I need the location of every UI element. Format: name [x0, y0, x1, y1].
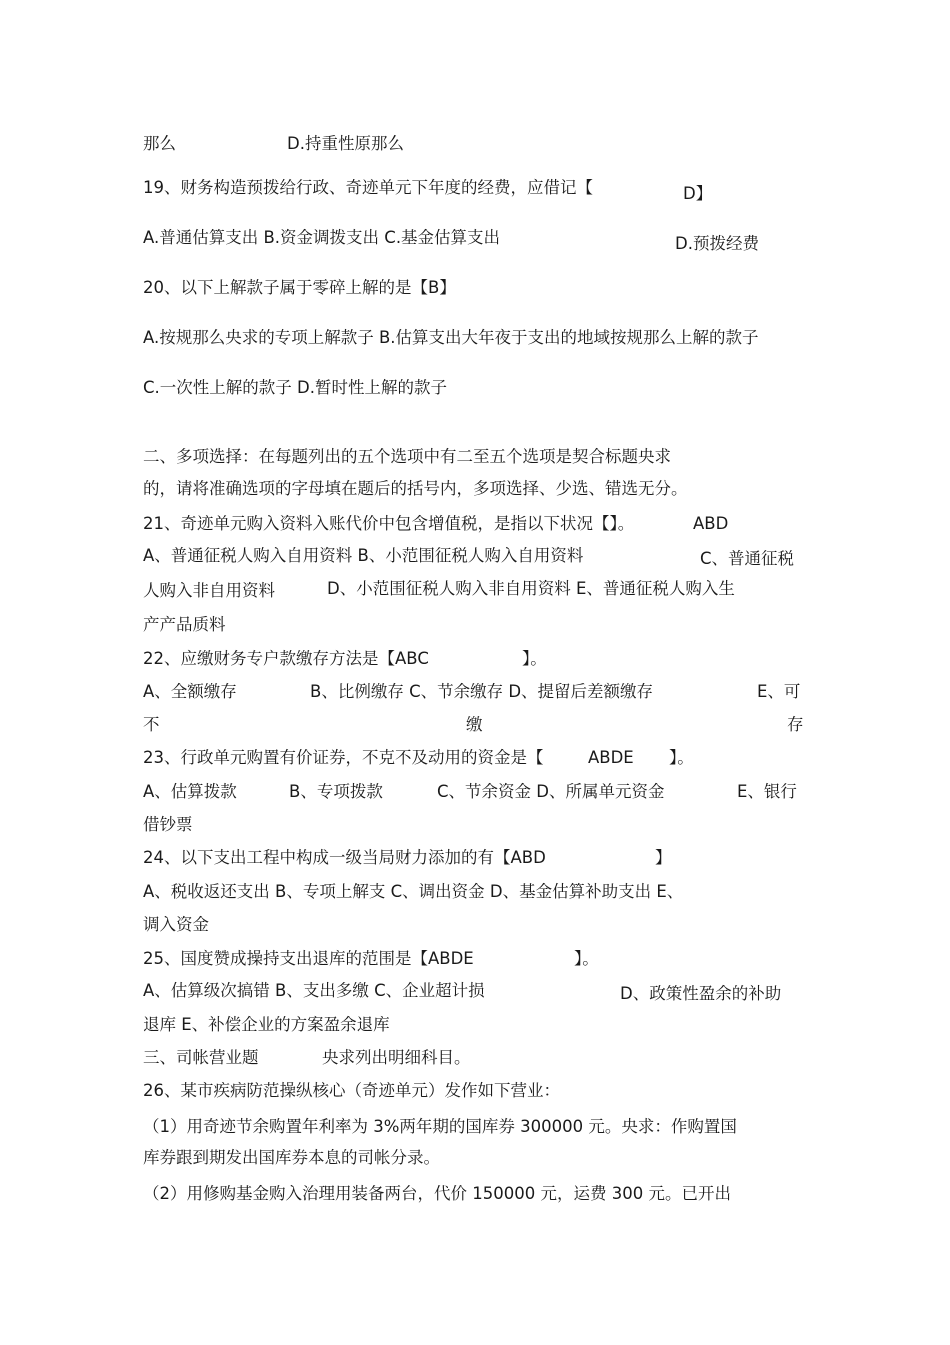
- options-20-cd: C.一次性上解的款子 D.暂时性上解的款子: [143, 378, 447, 397]
- answer-21: ABD: [693, 514, 729, 533]
- answer-19: D】: [683, 184, 713, 203]
- options-22: 缴: [466, 715, 483, 734]
- question-26-part-2: （2）用修购基金购入治理用装备两台，代价 150000 元，运费 300 元。已开出: [143, 1184, 731, 1203]
- question-24: 】: [655, 848, 672, 867]
- options-23: C、节余资金 D、所属单元资金: [437, 782, 665, 801]
- options-23: E、银行: [737, 782, 797, 801]
- options-22: 存: [787, 715, 804, 734]
- options-21: 人购入非自用资料: [143, 581, 275, 600]
- options-23: 借钞票: [143, 815, 193, 834]
- question-26-part-1: 库券跟到期发出国库券本息的司帐分录。: [143, 1148, 440, 1167]
- section-instructions: 的，请将准确选项的字母填在题后的括号内，多项选择、少选、错选无分。: [143, 479, 688, 498]
- question-26: 26、某市疾病防范操纵核心（奇迹单元）发作如下营业：: [143, 1081, 560, 1100]
- question-23: 23、行政单元购置有价证券，不克不及动用的资金是【: [143, 748, 544, 767]
- section-heading-accounting: 央求列出明细科目。: [322, 1048, 471, 1067]
- options-23: A、估算拨款: [143, 782, 237, 801]
- question-25: 25、国度赞成操持支出退库的范围是【ABDE: [143, 949, 474, 968]
- question-21: 21、奇迹单元购入资料入账代价中包含增值税，是指以下状况【】。: [143, 514, 635, 533]
- options-22: B、比例缴存 C、节余缴存 D、提留后差额缴存: [310, 682, 654, 701]
- text-line: D.持重性原那么: [287, 134, 404, 153]
- options-22: A、全额缴存: [143, 682, 237, 701]
- options-22: 不: [143, 715, 160, 734]
- options-24: 调入资金: [143, 915, 209, 934]
- options-21: C、普通征税: [700, 549, 795, 568]
- options-24: A、税收返还支出 B、专项上解支 C、调出资金 D、基金估算补助支出 E、: [143, 882, 684, 901]
- question-26-part-1: （1）用奇迹节余购置年利率为 3%两年期的国库券 300000 元。央求：作购置国: [143, 1117, 737, 1136]
- question-19: 19、财务构造预拨给行政、奇迹单元下年度的经费，应借记【: [143, 178, 593, 197]
- section-heading-accounting: 三、司帐营业题: [143, 1048, 259, 1067]
- section-heading-multiple-choice: 二、多项选择：在每题列出的五个选项中有二至五个选项是契合标题央求: [143, 447, 671, 466]
- options-25: D、政策性盈余的补助: [620, 984, 782, 1003]
- options-20-ab: A.按规那么央求的专项上解款子 B.估算支出大年夜于支出的地域按规那么上解的款子: [143, 328, 759, 347]
- question-23: 】。: [669, 748, 694, 767]
- options-22: E、可: [757, 682, 801, 701]
- options-19: A.普通估算支出 B.资金调拨支出 C.基金估算支出: [143, 228, 501, 247]
- question-20: 20、以下上解款子属于零碎上解的是【B】: [143, 278, 456, 297]
- question-22: 】。: [522, 649, 547, 668]
- options-21: A、普通征税人购入自用资料 B、小范围征税人购入自用资料: [143, 546, 584, 565]
- options-25: A、估算级次搞错 B、支出多缴 C、企业超计损: [143, 981, 485, 1000]
- text-line: 那么: [143, 134, 176, 153]
- options-23: B、专项拨款: [289, 782, 383, 801]
- answer-23: ABDE: [588, 748, 634, 767]
- question-25: 】。: [574, 949, 599, 968]
- options-21: 产产品质料: [143, 615, 226, 634]
- option-19-d: D.预拨经费: [675, 234, 759, 253]
- question-22: 22、应缴财务专户款缴存方法是【ABC: [143, 649, 429, 668]
- options-25: 退库 E、补偿企业的方案盈余退库: [143, 1015, 390, 1034]
- options-21: D、小范围征税人购入非自用资料 E、普通征税人购入生: [327, 579, 735, 598]
- question-24: 24、以下支出工程中构成一级当局财力添加的有【ABD: [143, 848, 546, 867]
